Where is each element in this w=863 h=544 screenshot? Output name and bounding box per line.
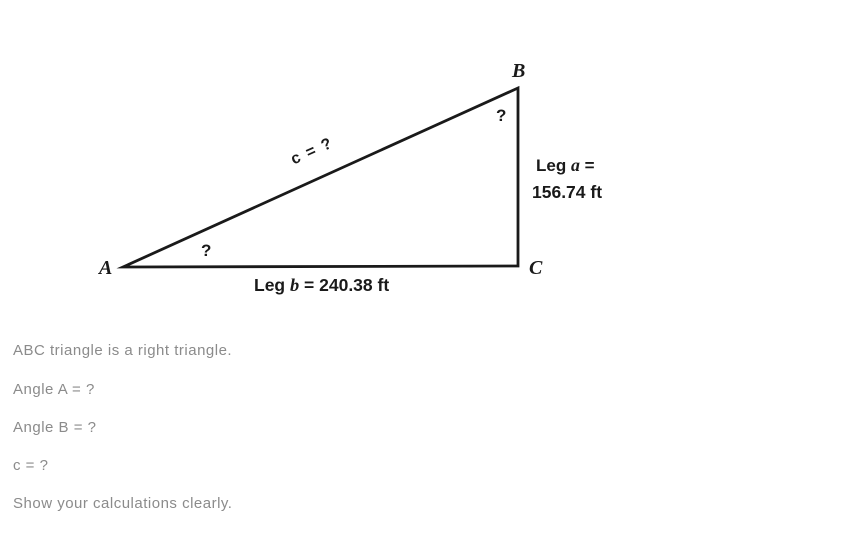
angle-b-question-mark: ?	[496, 106, 507, 125]
leg-b-value: = 240.38 ft	[299, 275, 390, 295]
problem-line-instruction: Show your calculations clearly.	[13, 495, 233, 512]
vertex-label-c: C	[529, 257, 543, 279]
leg-a-prefix: Leg	[536, 156, 571, 175]
leg-b-variable: b	[289, 275, 300, 295]
problem-line-c: c = ?	[13, 457, 49, 474]
leg-a-label-line1	[536, 157, 595, 175]
vertex-label-a: A	[99, 257, 113, 279]
problem-line-angle-a: Angle A = ?	[13, 381, 95, 398]
vertex-label-b: B	[512, 60, 526, 82]
leg-a-label-value: 156.74 ft	[532, 182, 603, 202]
leg-b-label	[254, 276, 389, 295]
leg-b-prefix: Leg	[254, 275, 290, 295]
angle-a-question-mark: ?	[201, 241, 212, 260]
triangle-outline	[123, 88, 518, 267]
problem-line-angle-b: Angle B = ?	[13, 419, 97, 436]
problem-line-intro: ABC triangle is a right triangle.	[13, 342, 233, 359]
leg-a-equals: =	[579, 156, 595, 175]
hypotenuse-label: c = ?	[288, 134, 336, 169]
leg-a-variable: a	[570, 155, 580, 175]
